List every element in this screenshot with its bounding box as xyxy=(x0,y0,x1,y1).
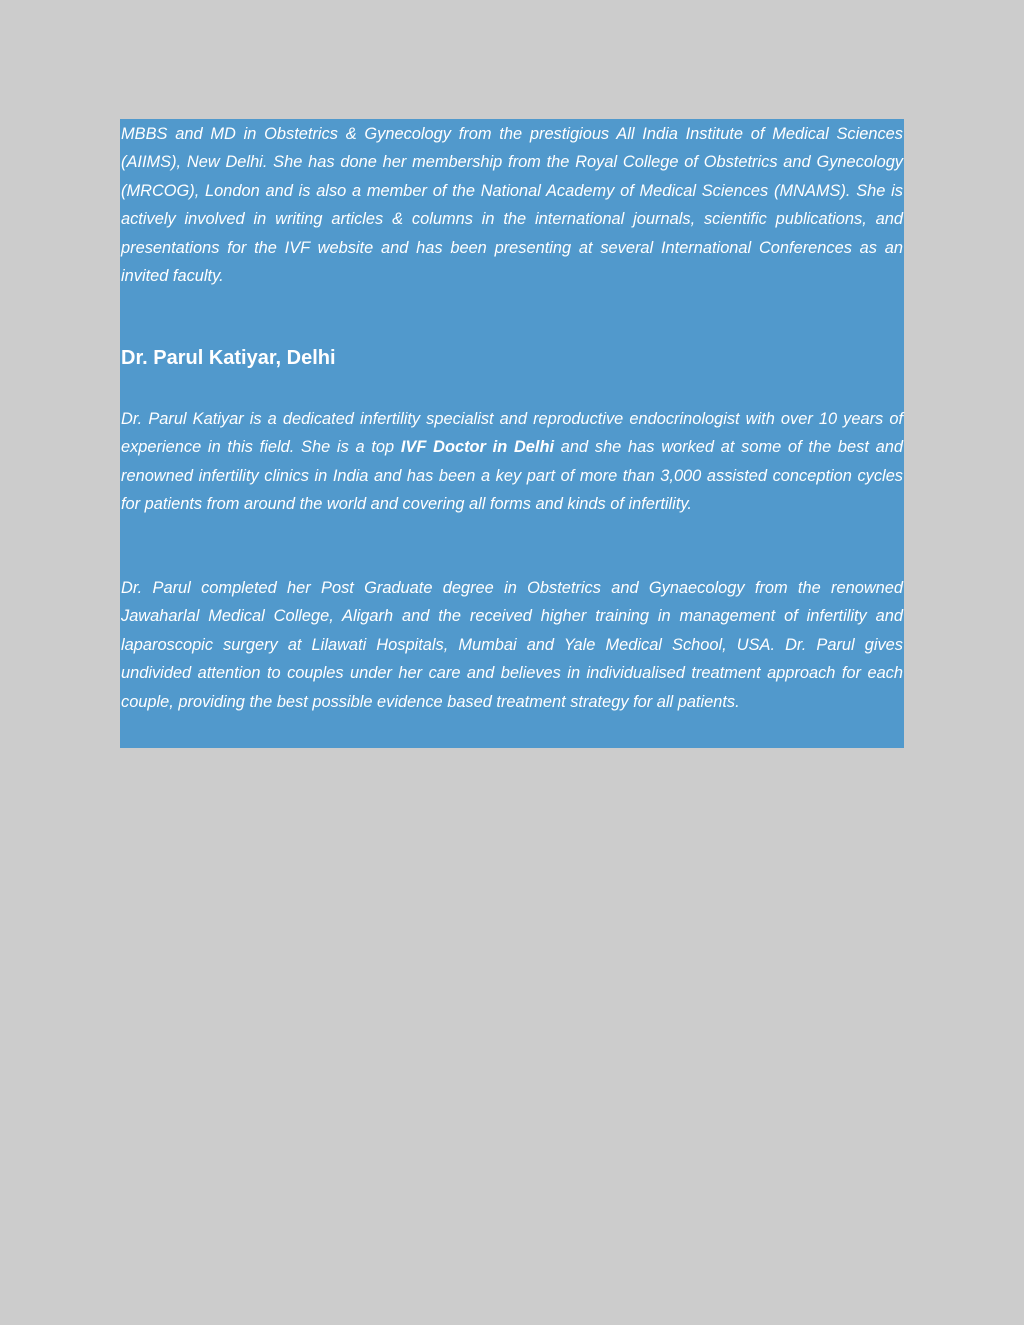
content-panel xyxy=(120,119,904,748)
doctor-heading: Dr. Parul Katiyar, Delhi xyxy=(121,347,336,369)
bio-text-after: and she has worked at some of the best and renowned infertility clinics in India and has been a key part of more than 3,000 assisted conception cycles for patients from around the world and covering all forms and kinds of infertility. xyxy=(121,438,903,514)
bio-text-before: Dr. Parul Katiyar is a dedicated infertility specialist and reproductive endocrinologist with over 10 years of experience in this field. She is a top xyxy=(121,410,903,457)
training-paragraph: Dr. Parul completed her Post Graduate degree in Obstetrics and Gynaecology from the renowned Jawaharlal Medical College, Aligarh and the received higher training in management of infertility and laparoscopic surgery at Lilawati Hospitals, Mumbai and Yale Medical School, USA. Dr. Parul gives undivided attention to couples under her care and believes in individualised treatment approach for each couple, providing the best possible evidence based treatment strategy for all patients. xyxy=(121,579,903,711)
bio-paragraph xyxy=(121,405,903,519)
intro-paragraph: MBBS and MD in Obstetrics & Gynecology from the prestigious All India Institute of Medical Sciences (AIIMS), New Delhi. She has done her membership from the Royal College of Obstetrics and Gynecology (MRCOG), London and is also a member of the National Academy of Medical Sciences (MNAMS). She is actively involved in writing articles & columns in the international journals, scientific publications, and presentations for the IVF website and has been presenting at several International Conferences as an invited faculty. xyxy=(121,125,903,286)
ivf-doctor-link[interactable]: IVF Doctor in Delhi xyxy=(400,438,555,457)
